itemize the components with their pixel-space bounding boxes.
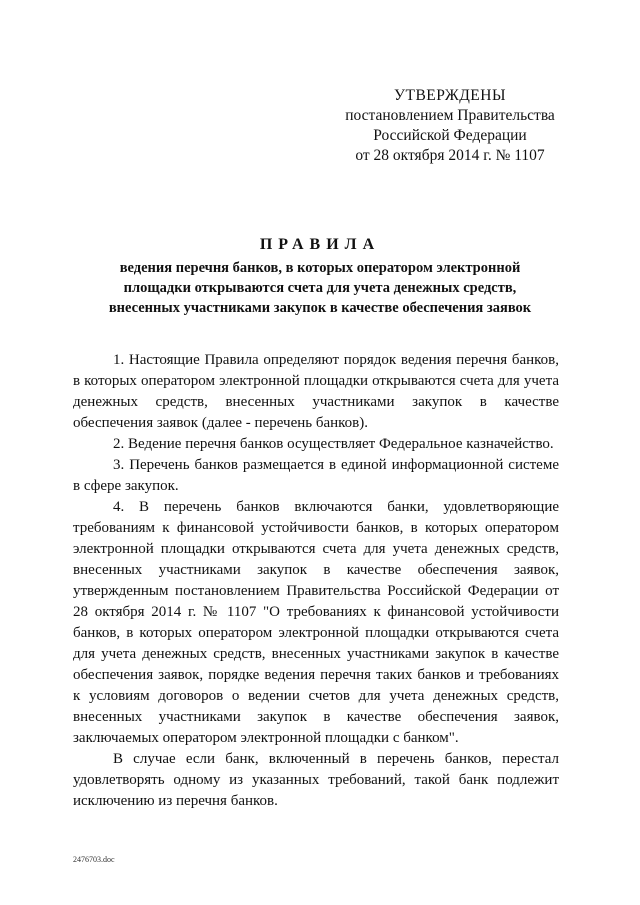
paragraph-2: 2. Ведение перечня банков осуществляет Федеральное казначейство. [113,436,554,452]
document-subtitle: ведения перечня банков, в которых оператором электронной площадки открываются счета для учета денежных средств, внесенных участниками закупок в качестве обеспечения заявок [108,260,532,316]
approval-line-2: Российской Федерации [373,127,527,144]
paragraph-1: 1. Настоящие Правила определяют порядок ведения перечня банков, в которых оператором электронной площадки открываются счета для учета денежных средств, внесенных участниками закупок в качестве обеспечения заявок (далее - перечень банков). [73,352,559,431]
paragraph-5: В случае если банк, включенный в перечень банков, перестал удовлетворять одному из указанных требований, такой банк подлежит исключению из перечня банков. [73,751,559,809]
approval-stamp [330,86,570,166]
file-reference: 2476703.doc [73,855,115,864]
document-body [73,350,559,812]
document-title: ПРАВИЛА [259,236,381,253]
approval-line-1: постановлением Правительства [345,107,555,124]
approval-heading: УТВЕРЖДЕНЫ [394,87,506,104]
paragraph-3: 3. Перечень банков размещается в единой информационной системе в сфере закупок. [73,457,559,494]
paragraph-4: 4. В перечень банков включаются банки, удовлетворяющие требованиям к финансовой устойчивости банков, в которых оператором электронной площадки открываются счета для учета денежных средств, внесенных участниками закупок в качестве обеспечения заявок, утвержденным постановлением Правительства Российской Федерации от 28 октября 2014 г. № 1107 "О требованиях к финансовой устойчивости банков, в которых оператором электронной площадки открываются счета для учета денежных средств, внесенных участниками закупок в качестве обеспечения заявок, порядке ведения перечня таких банков и требованиях к условиям договоров о ведении счетов для учета денежных средств, внесенных участниками закупок в качестве обеспечения заявок, заключаемых оператором электронной площадки с банком". [73,499,559,746]
approval-line-3: от 28 октября 2014 г. № 1107 [355,147,545,164]
